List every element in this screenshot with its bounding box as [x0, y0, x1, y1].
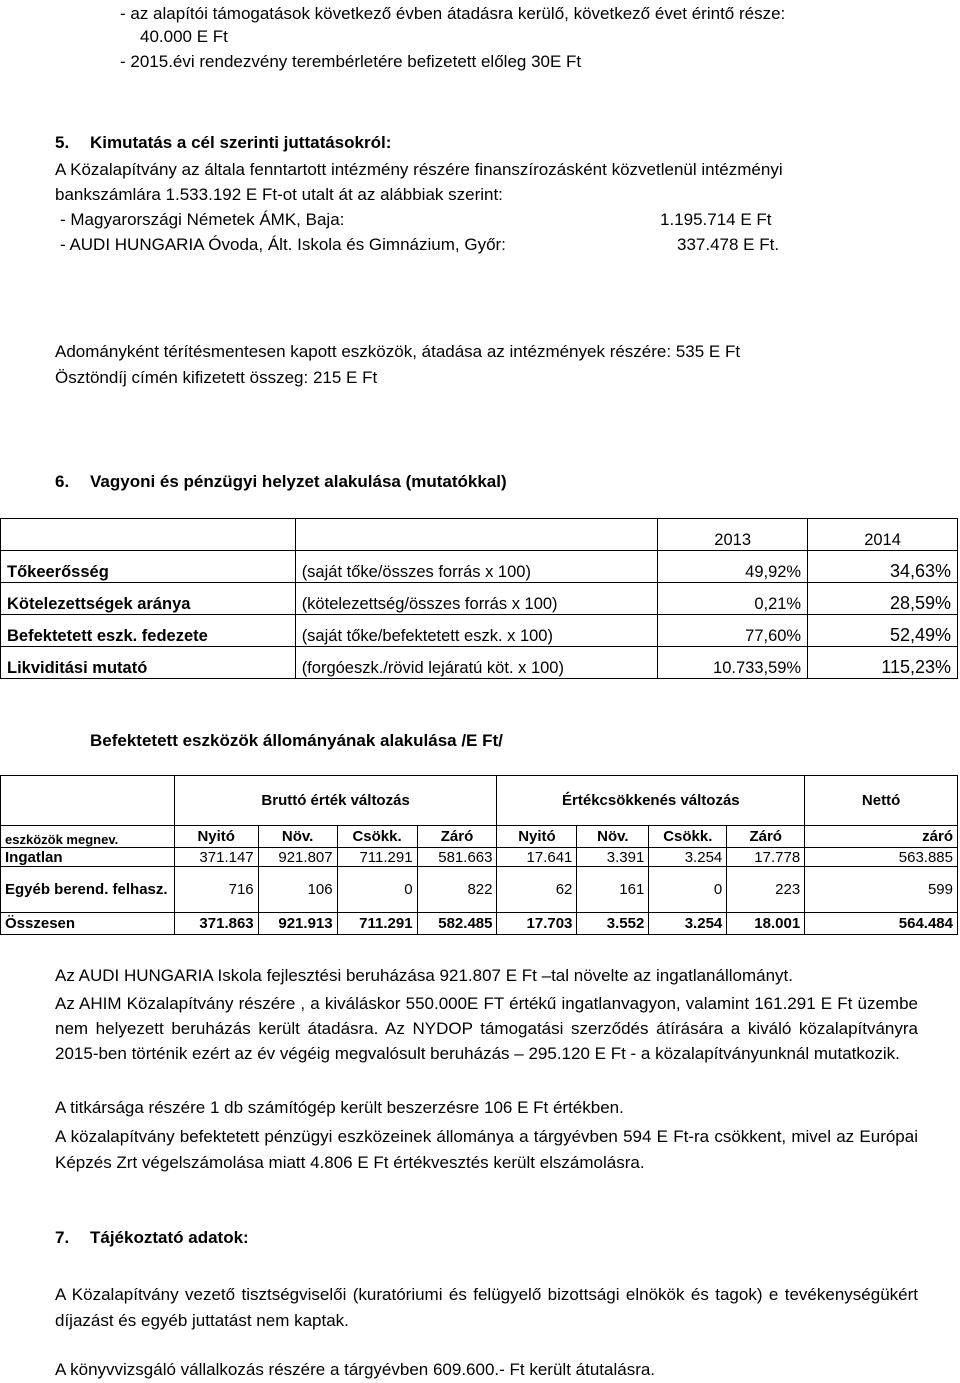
assets-col-header: záró	[805, 826, 958, 848]
indicator-value-2013: 49,92%	[658, 551, 808, 583]
indicator-table	[0, 518, 958, 679]
section-6-title: Vagyoni és pénzügyi helyzet alakulása (mutatókkal)	[90, 472, 507, 491]
assets-row	[1, 848, 958, 867]
assets-group-netto: Nettó	[805, 776, 958, 826]
assets-cell: 599	[805, 867, 958, 913]
assets-table	[0, 775, 958, 935]
assets-cell: 711.291	[337, 913, 417, 935]
indicator-name: Likviditási mutató	[1, 647, 296, 679]
section-5-number: 5.	[55, 133, 70, 152]
assets-cell: 17.641	[497, 848, 577, 867]
transfer-baja-value: 1.195.714 E Ft	[660, 210, 772, 229]
note-titkarsag-szamitogep: A titkársága részére 1 db számítógép került beszerzésre 106 E Ft értékben.	[55, 1098, 624, 1117]
assets-cell: 581.663	[417, 848, 497, 867]
indicator-value-2014: 115,23%	[808, 647, 958, 679]
section-7-title: Tájékoztató adatok:	[90, 1228, 249, 1247]
indicator-value-2014: 34,63%	[808, 551, 958, 583]
section-7-number: 7.	[55, 1228, 70, 1247]
assets-cell: 3.254	[649, 848, 727, 867]
assets-col-name: eszközök megnev.	[1, 826, 175, 848]
assets-cell: 822	[417, 867, 497, 913]
assets-cell: 18.001	[727, 913, 805, 935]
assets-cell: 3.254	[649, 913, 727, 935]
assets-cell: 17.703	[497, 913, 577, 935]
indicator-formula: (saját tőke/összes forrás x 100)	[295, 551, 658, 583]
indicator-name: Tőkeerősség	[1, 551, 296, 583]
assets-cell: 3.552	[577, 913, 649, 935]
indicator-header-empty	[1, 519, 296, 551]
assets-cell: 0	[649, 867, 727, 913]
indicator-value-2013: 77,60%	[658, 615, 808, 647]
indicator-formula: (kötelezettség/összes forrás x 100)	[295, 583, 658, 615]
assets-cell: 17.778	[727, 848, 805, 867]
transfer-gyor-value: 337.478 E Ft.	[677, 235, 780, 254]
assets-cell: 921.807	[258, 848, 337, 867]
transfer-gyor-label: - AUDI HUNGARIA Óvoda, Ált. Iskola és Gimnázium, Győr:	[60, 235, 506, 254]
assets-cell: 716	[174, 867, 258, 913]
indicator-row	[1, 615, 958, 647]
note-penzugyi-eszkozok: A közalapítvány befektetett pénzügyi eszközeinek állománya a tárgyévben 594 E Ft-ra csökkent, mivel az Európai Képzés Zrt végelszámolása miatt 4.806 E Ft értékvesztés került elszámolásra.	[55, 1127, 918, 1172]
assets-group-brutto: Bruttó érték változás	[174, 776, 497, 826]
indicator-row	[1, 647, 958, 679]
assets-cell: 106	[258, 867, 337, 913]
assets-cell: 371.147	[174, 848, 258, 867]
indicator-name: Befektetett eszk. fedezete	[1, 615, 296, 647]
note-audi-beruhazas: Az AUDI HUNGARIA Iskola fejlesztési beruházása 921.807 E Ft –tal növelte az ingatlanállományt.	[55, 966, 793, 985]
assets-cell: 0	[337, 867, 417, 913]
assets-title: Befektetett eszközök állományának alakulása /E Ft/	[90, 731, 503, 750]
auditor-payment-line: A könyvvizsgáló vállalkozás részére a tárgyévben 609.600.- Ft került átutalásra.	[55, 1360, 656, 1379]
assets-group-ertekcsokkenes: Értékcsökkenés változás	[497, 776, 805, 826]
indicator-formula: (forgóeszk./rövid lejáratú köt. x 100)	[295, 647, 658, 679]
indicator-formula: (saját tőke/befektetett eszk. x 100)	[295, 615, 658, 647]
note-ahim-atadas: Az AHIM Közalapítvány részére , a kiváláskor 550.000E FT értékű ingatlanvagyon, valamint 161.291 E Ft üzembe nem helyezett beruházás került átadásra. Az NYDOP támogatási szerződés átírására a kiváló közalapítványra 2015-ben történik ezért az év végéig megvalósult beruházás – 295.120 E Ft - a közalapítványunknál mutatkozik.	[55, 994, 918, 1063]
assets-col-header: Csökk.	[337, 826, 417, 848]
indicator-row	[1, 583, 958, 615]
assets-col-header: Növ.	[258, 826, 337, 848]
assets-group-empty	[1, 776, 175, 826]
assets-cell: 161	[577, 867, 649, 913]
assets-cell: 563.885	[805, 848, 958, 867]
assets-cell: 564.484	[805, 913, 958, 935]
assets-col-header: Nyitó	[174, 826, 258, 848]
assets-col-header: Záró	[417, 826, 497, 848]
assets-cell: 223	[727, 867, 805, 913]
assets-cell: 371.863	[174, 913, 258, 935]
assets-total-row	[1, 913, 958, 935]
indicator-year-2013: 2013	[658, 519, 808, 551]
assets-column-header-row	[1, 826, 958, 848]
alapitoi-tamogatas-line: - az alapítói támogatások következő évben átadásra kerülő, következő évet érintő része:	[120, 4, 786, 23]
indicator-name: Kötelezettségek aránya	[1, 583, 296, 615]
assets-col-header: Csökk.	[649, 826, 727, 848]
indicator-value-2014: 28,59%	[808, 583, 958, 615]
transfer-baja-label: - Magyarországi Németek ÁMK, Baja:	[60, 210, 345, 229]
section-5-title: Kimutatás a cél szerinti juttatásokról:	[90, 133, 392, 152]
assets-cell: 582.485	[417, 913, 497, 935]
terembérlet-eloleg-line: - 2015.évi rendezvény terembérletére befizetett előleg 30E Ft	[120, 52, 582, 71]
section-7-paragraph: A Közalapítvány vezető tisztségviselői (kuratóriumi és felügyelő bizottsági elnökök és tagok) e tevékenységükért díjazást és egyéb juttatást nem kaptak.	[55, 1285, 918, 1330]
assets-group-header-row	[1, 776, 958, 826]
indicator-value-2013: 0,21%	[658, 583, 808, 615]
indicator-value-2013: 10.733,59%	[658, 647, 808, 679]
assets-col-header: Növ.	[577, 826, 649, 848]
assets-col-header: Záró	[727, 826, 805, 848]
assets-row-name: Ingatlan	[1, 848, 175, 867]
assets-col-header: Nyitó	[497, 826, 577, 848]
indicator-value-2014: 52,49%	[808, 615, 958, 647]
alapitoi-tamogatas-amount: 40.000 E Ft	[140, 27, 228, 46]
assets-cell: 921.913	[258, 913, 337, 935]
assets-row	[1, 867, 958, 913]
assets-row-name: Egyéb berend. felhasz.	[1, 867, 175, 913]
section-6-number: 6.	[55, 472, 70, 491]
scholarship-line: Ösztöndíj címén kifizetett összeg: 215 E Ft	[55, 368, 378, 387]
indicator-year-2014: 2014	[808, 519, 958, 551]
assets-cell: 62	[497, 867, 577, 913]
assets-row-name: Összesen	[1, 913, 175, 935]
indicator-header-empty	[295, 519, 658, 551]
assets-cell: 3.391	[577, 848, 649, 867]
indicator-row	[1, 551, 958, 583]
indicator-header-row	[1, 519, 958, 551]
section-5-paragraph-line1: A Közalapítvány az általa fenntartott intézmény részére finanszírozásként közvetlenül intézményi	[55, 160, 783, 179]
assets-cell: 711.291	[337, 848, 417, 867]
donation-line: Adományként térítésmentesen kapott eszközök, átadása az intézmények részére: 535 E Ft	[55, 342, 741, 361]
section-5-paragraph-line2: bankszámlára 1.533.192 E Ft-ot utalt át az alábbiak szerint:	[55, 185, 503, 204]
